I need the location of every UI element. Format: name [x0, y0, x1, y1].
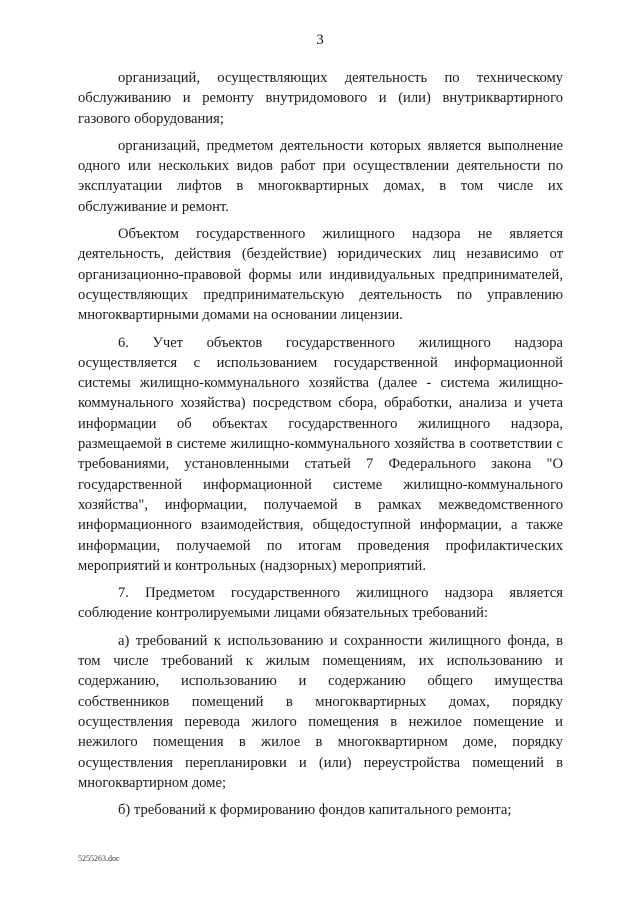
paragraph-item-6: 6. Учет объектов государственного жилищного надзора осуществляется с использованием государственной информационной системы жилищно-коммунального хозяйства (далее - система жилищно-коммунального хозяйства) посредством сбора, обработки, анализа и учета информации об объектах государственного жилищного надзора, размещаемой в системе жилищно-коммунального хозяйства в соответствии с требованиями, установленными статьей 7 Федерального закона "О государственной информационной системе жилищно-коммунального хозяйства", информации, получаемой в рамках межведомственного информационного взаимодействия, общедоступной информации, а также информации, получаемой по итогам проведения профилактических мероприятий и контрольных (надзорных) мероприятий.: [78, 334, 563, 574]
paragraph-item-7: 7. Предметом государственного жилищного надзора является соблюдение контролируемыми лицами обязательных требований:: [78, 585, 563, 622]
paragraph-gas-equipment-orgs: организаций, осуществляющих деятельность по техническому обслуживанию и ремонту внутридомового и (или) внутриквартирного газового оборудования;: [78, 70, 563, 127]
page-number: 3: [316, 32, 324, 48]
document-body: [78, 68, 563, 827]
paragraph-not-object: Объектом государственного жилищного надзора не является деятельность, действия (бездействие) юридических лиц независимо от организационно-правовой формы или индивидуальных предпринимателей, осуществляющих предпринимательскую деятельность по управлению многоквартирными домами на основании лицензии.: [78, 226, 563, 324]
paragraph-item-7b: б) требований к формированию фондов капитального ремонта;: [118, 802, 512, 819]
footer-file-name: 5255263.doc: [78, 854, 120, 863]
paragraph-item-7a: а) требований к использованию и сохранности жилищного фонда, в том числе требований к жилым помещениям, их использованию и содержанию, использованию и содержанию общего имущества собственников помещений в многоквартирных домах, порядку осуществления перевода жилого помещения в нежилое помещение и нежилого помещения в жилое в многоквартирном доме, порядку осуществления перепланировки и (или) переустройства помещений в многоквартирном доме;: [78, 632, 563, 791]
paragraph-elevator-orgs: организаций, предметом деятельности которых является выполнение одного или нескольких видов работ при осуществлении деятельности по эксплуатации лифтов в многоквартирных домах, в том числе их обслуживание и ремонт.: [78, 137, 563, 215]
